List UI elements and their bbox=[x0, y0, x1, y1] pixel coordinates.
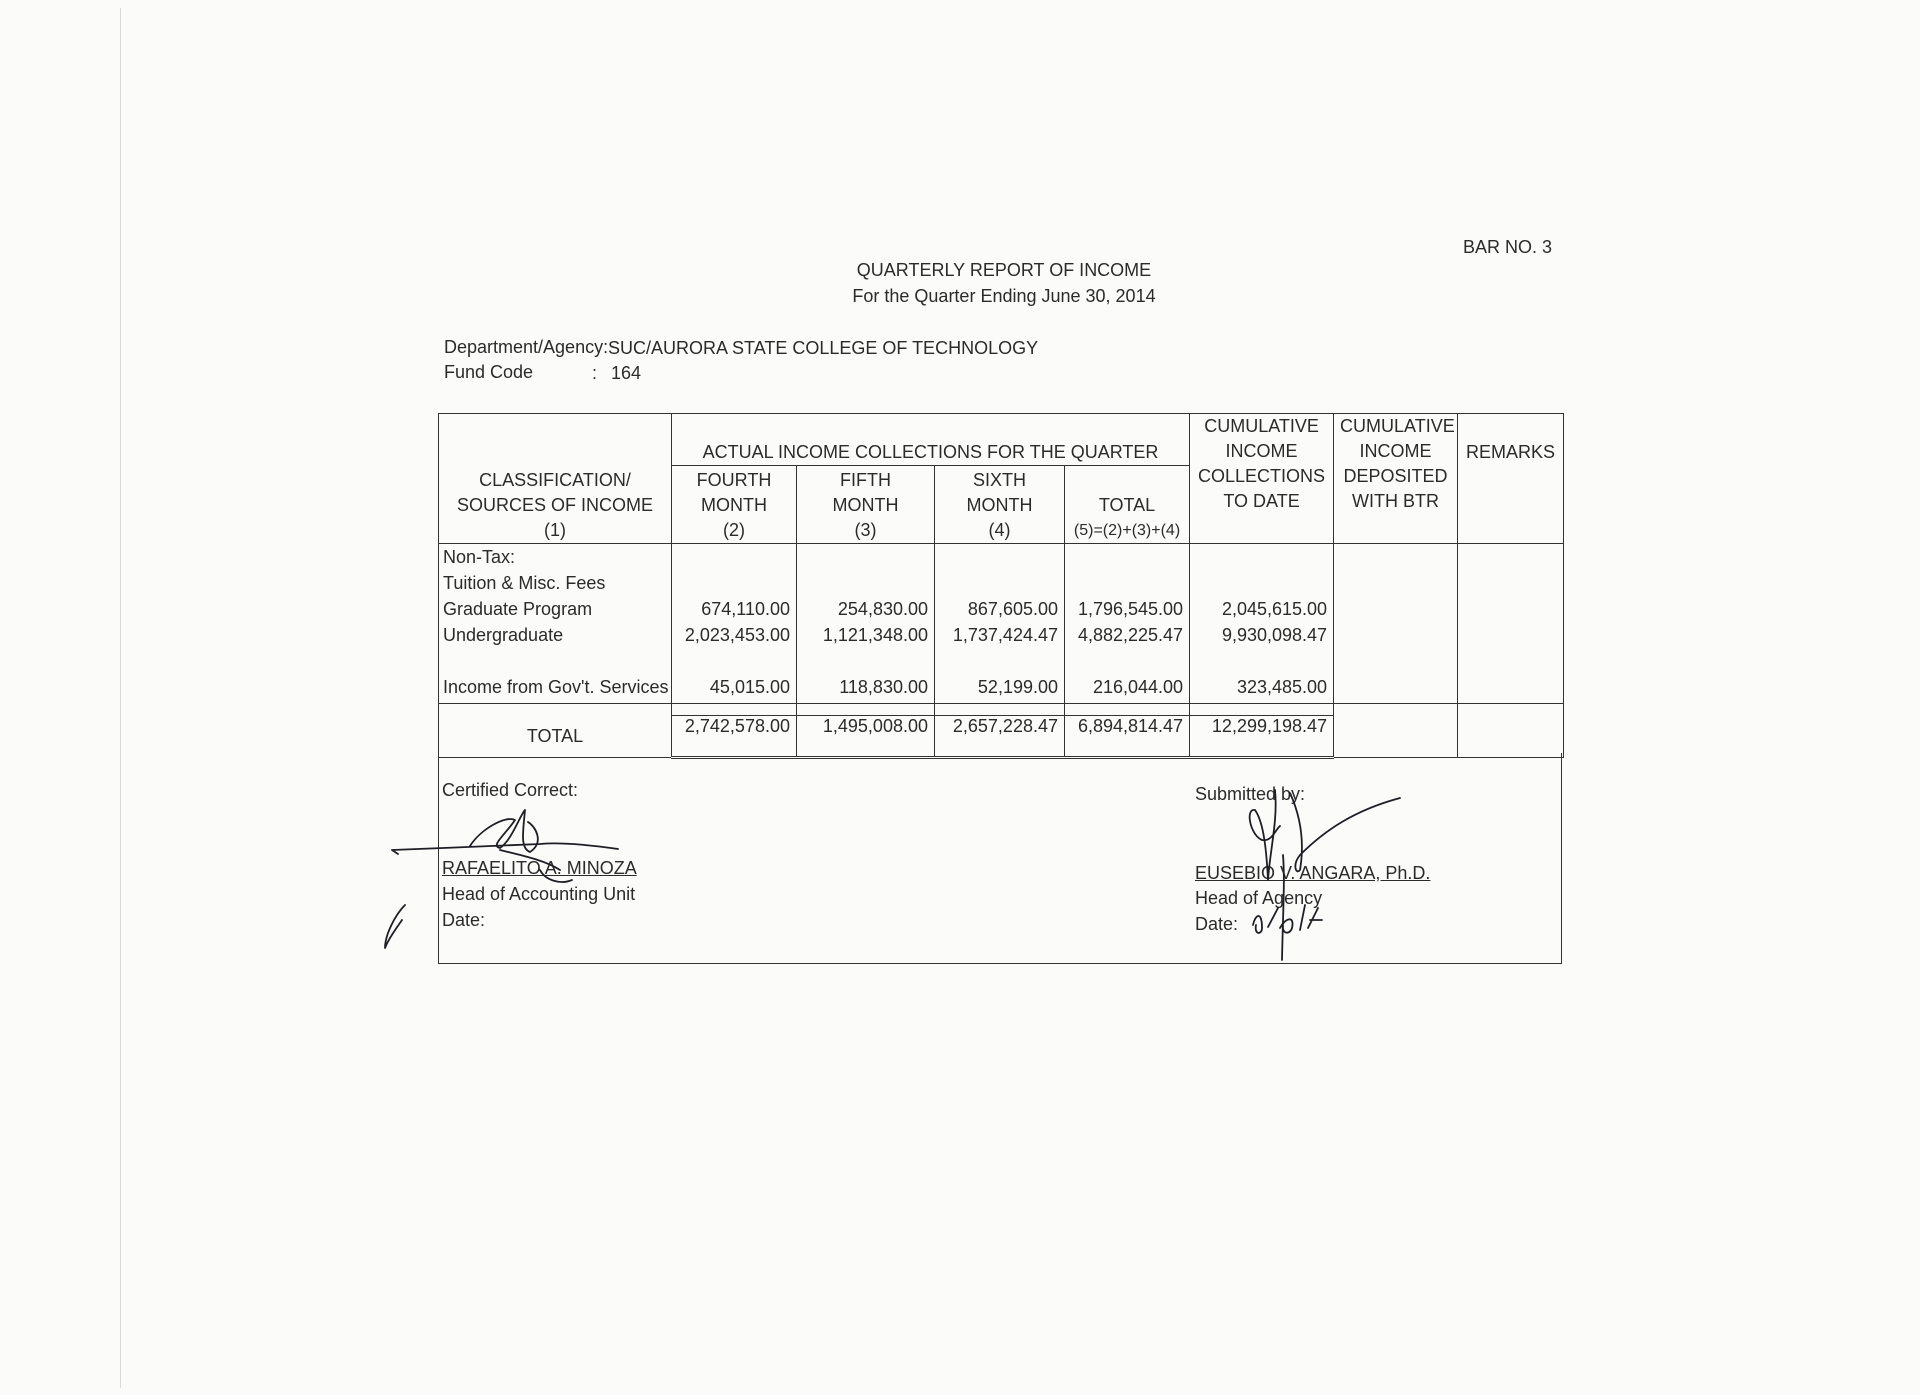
header-cumulative-collections: CUMULATIVE INCOME COLLECTIONS TO DATE bbox=[1190, 414, 1334, 544]
signature-angara bbox=[1250, 790, 1400, 960]
submitted-position: Head of Agency bbox=[1195, 888, 1323, 908]
table-cell: 674,110.00 bbox=[701, 599, 790, 619]
label-non-tax: Non-Tax: bbox=[443, 547, 516, 567]
submitted-name: EUSEBIO V. ANGARA, Ph.D. bbox=[1195, 863, 1431, 883]
table-cell: 9,930,098.47 bbox=[1221, 625, 1328, 645]
total-fourth-month: 2,742,578.00 bbox=[672, 716, 797, 758]
table-cell: 867,605.00 bbox=[967, 599, 1058, 619]
report-title: QUARTERLY REPORT OF INCOME bbox=[856, 260, 1152, 280]
header-classification: CLASSIFICATION/ SOURCES OF INCOME (1) bbox=[439, 414, 672, 544]
department-label: Department/Agency: bbox=[444, 337, 609, 357]
total-quarter: 6,894,814.47 bbox=[1065, 716, 1190, 758]
department-value: SUC/AURORA STATE COLLEGE OF TECHNOLOGY bbox=[608, 338, 1039, 358]
total-cumulative: 12,299,198.47 bbox=[1190, 716, 1334, 758]
report-subtitle: For the Quarter Ending June 30, 2014 bbox=[852, 286, 1156, 306]
form-number: BAR NO. 3 bbox=[1463, 237, 1553, 257]
table-cell: 1,796,545.00 bbox=[1077, 599, 1184, 619]
label-undergraduate: Undergraduate bbox=[443, 625, 564, 645]
header-actual-collections: ACTUAL INCOME COLLECTIONS FOR THE QUARTER bbox=[672, 414, 1190, 466]
certified-name: RAFAELITO A. MINOZA bbox=[442, 858, 637, 878]
table-cell: 1,737,424.47 bbox=[952, 625, 1058, 645]
header-cumulative-deposited: CUMULATIVE INCOME DEPOSITED WITH BTR bbox=[1334, 414, 1458, 544]
label-graduate: Graduate Program bbox=[443, 599, 593, 619]
table-cell: 216,044.00 bbox=[1092, 677, 1184, 697]
submitted-date-label: Date: bbox=[1195, 914, 1239, 934]
signature-minoza bbox=[385, 810, 618, 948]
header-sixth-month: SIXTH MONTH (4) bbox=[935, 466, 1065, 544]
total-label: TOTAL bbox=[439, 716, 672, 758]
certified-label: Certified Correct: bbox=[442, 780, 579, 800]
table-cell: 2,023,453.00 bbox=[684, 625, 790, 645]
table-cell: 323,485.00 bbox=[1236, 677, 1328, 697]
header-fourth-month: FOURTH MONTH (2) bbox=[672, 466, 797, 544]
fund-code-separator: : bbox=[592, 363, 598, 383]
table-cell: 254,830.00 bbox=[837, 599, 928, 619]
header-remarks: REMARKS bbox=[1458, 414, 1564, 544]
table-cell: 52,199.00 bbox=[977, 677, 1058, 697]
fund-code-value: 164 bbox=[611, 363, 642, 383]
header-quarter-total: TOTAL (5)=(2)+(3)+(4) bbox=[1065, 466, 1190, 544]
total-sixth-month: 2,657,228.47 bbox=[935, 716, 1065, 758]
submitted-label: Submitted by: bbox=[1195, 784, 1306, 804]
table-cell: 45,015.00 bbox=[709, 677, 790, 697]
table-cell: 4,882,225.47 bbox=[1077, 625, 1184, 645]
label-govt-services: Income from Gov't. Services bbox=[443, 677, 669, 697]
total-fifth-month: 1,495,008.00 bbox=[797, 716, 935, 758]
table-cell: 1,121,348.00 bbox=[822, 625, 928, 645]
label-tuition: Tuition & Misc. Fees bbox=[443, 573, 606, 593]
certified-position: Head of Accounting Unit bbox=[442, 884, 636, 904]
table-cell: 118,830.00 bbox=[839, 677, 928, 697]
table-cell: 2,045,615.00 bbox=[1221, 599, 1328, 619]
header-fifth-month: FIFTH MONTH (3) bbox=[797, 466, 935, 544]
certified-date-label: Date: bbox=[442, 910, 486, 930]
fund-code-label: Fund Code bbox=[444, 362, 534, 382]
